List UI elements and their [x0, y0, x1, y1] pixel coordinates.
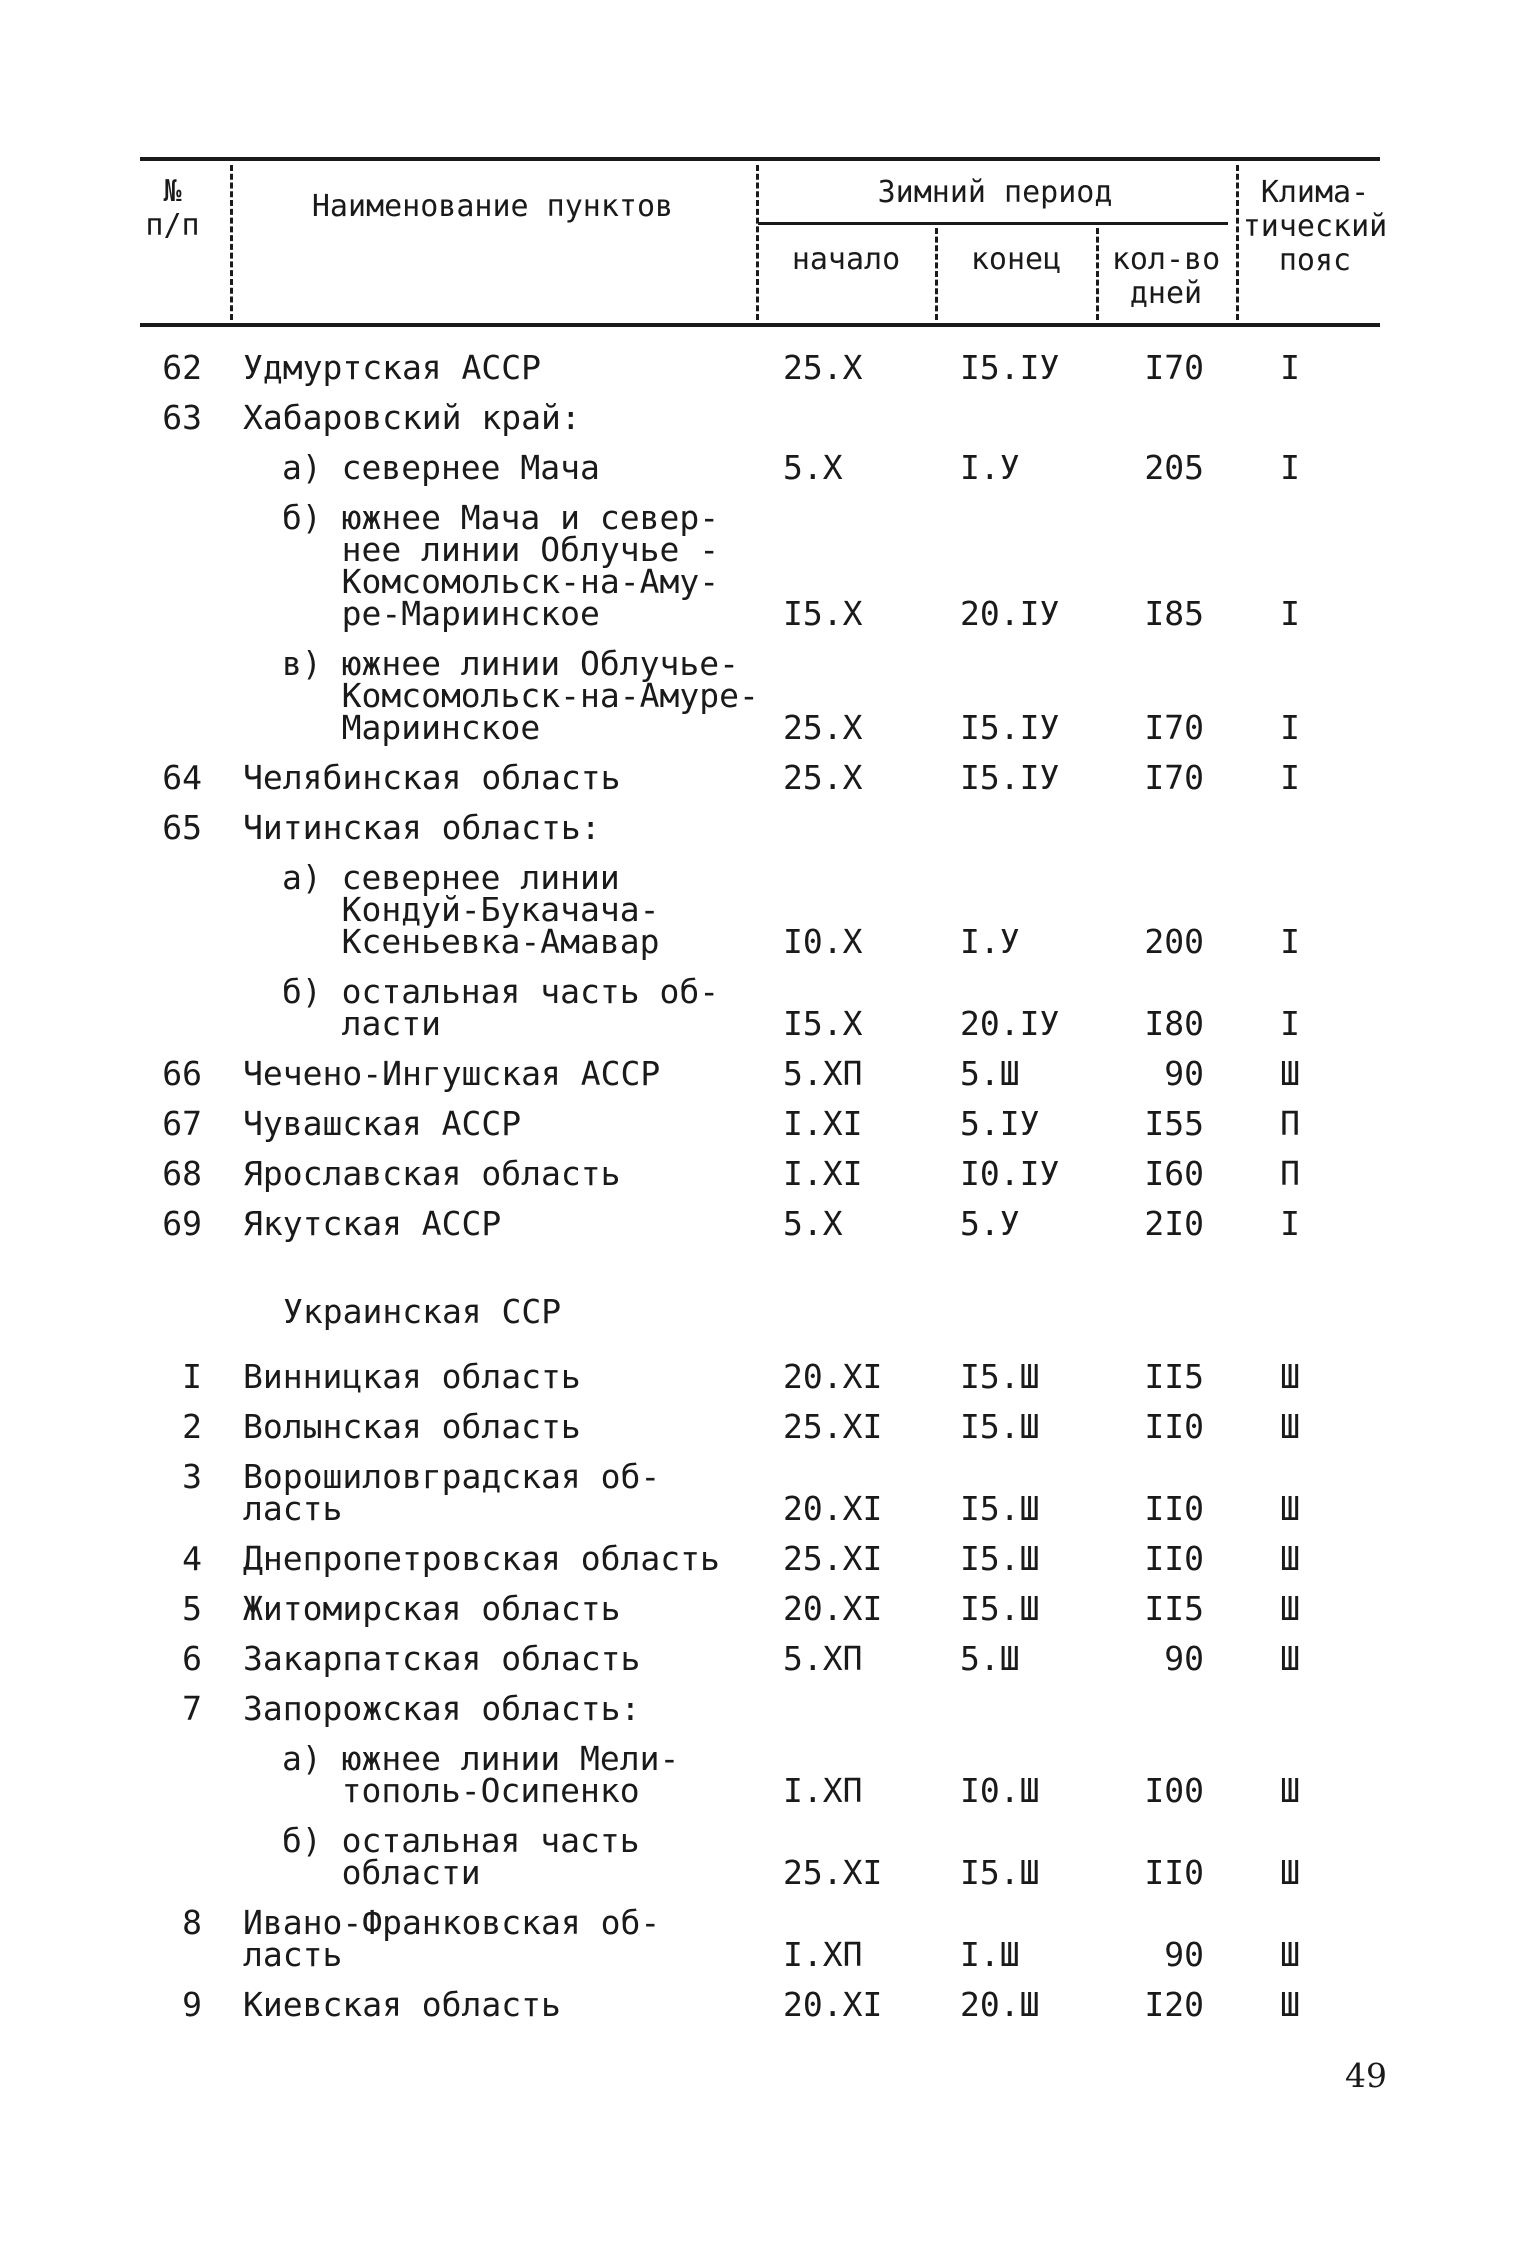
row-days: I85	[1144, 594, 1204, 633]
row-end: 20.IУ	[960, 594, 1060, 633]
row-days: II0	[1144, 1853, 1204, 1892]
row-end: I0.IУ	[960, 1154, 1060, 1193]
row-start: I.XI	[783, 1154, 863, 1193]
row-name: Чечено-Ингушская АССР	[243, 1054, 661, 1093]
row-days: I00	[1144, 1771, 1204, 1810]
row-start: 5.XП	[783, 1054, 863, 1093]
row-start: 20.XI	[783, 1489, 883, 1528]
row-number: 9	[182, 1985, 202, 2024]
row-start: I.XП	[783, 1771, 863, 1810]
header-separator	[935, 228, 938, 320]
row-start: 25.X	[783, 348, 863, 387]
row-name: в) южнее линии Облучье- Комсомольск-на-Амуре- Мариинское	[282, 644, 759, 747]
row-name: Якутская АССР	[243, 1204, 502, 1243]
header-end: конец	[970, 242, 1062, 277]
row-name: Удмуртская АССР	[243, 348, 542, 387]
row-end: I5.Ш	[960, 1489, 1040, 1528]
row-start: I.XП	[783, 1935, 863, 1974]
row-name: б) остальная часть области	[282, 1821, 640, 1892]
row-start: 20.XI	[783, 1985, 883, 2024]
row-name: Ивано-Франковская об- ласть	[243, 1903, 661, 1974]
row-end: I5.Ш	[960, 1853, 1040, 1892]
row-start: I5.X	[783, 1004, 863, 1043]
row-days: II5	[1144, 1589, 1204, 1628]
row-zone: Ш	[1280, 1489, 1300, 1528]
row-days: 90	[1164, 1054, 1204, 1093]
row-zone: I	[1280, 758, 1300, 797]
row-end: I5.IУ	[960, 708, 1060, 747]
header-days: кол-во дней	[1111, 242, 1221, 311]
header-bottom-rule	[140, 323, 1380, 327]
header-separator	[230, 165, 233, 320]
row-number: 65	[162, 808, 202, 847]
row-end: I5.Ш	[960, 1539, 1040, 1578]
row-zone: I	[1280, 922, 1300, 961]
table-top-rule	[140, 157, 1380, 161]
row-zone: П	[1280, 1154, 1300, 1193]
row-zone: I	[1280, 1204, 1300, 1243]
row-zone: Ш	[1280, 1771, 1300, 1810]
row-name: Закарпатская область	[243, 1639, 641, 1678]
row-end: I5.IУ	[960, 348, 1060, 387]
row-zone: I	[1280, 448, 1300, 487]
row-number: 68	[162, 1154, 202, 1193]
row-name: Чувашская АССР	[243, 1104, 522, 1143]
row-number: 62	[162, 348, 202, 387]
row-name: б) южнее Мача и север- нее линии Облучье - Комсомольск-на-Аму- ре-Мариинское	[282, 498, 720, 633]
row-zone: Ш	[1280, 1853, 1300, 1892]
header-climate-zone: Клима- тический пояс	[1242, 175, 1388, 278]
row-end: I.У	[960, 448, 1020, 487]
row-end: 20.Ш	[960, 1985, 1040, 2024]
row-days: I20	[1144, 1985, 1204, 2024]
row-name: Хабаровский край:	[243, 398, 581, 437]
row-number: 3	[182, 1457, 202, 1496]
row-days: I60	[1144, 1154, 1204, 1193]
row-start: 20.XI	[783, 1589, 883, 1628]
row-days: II0	[1144, 1539, 1204, 1578]
row-zone: I	[1280, 594, 1300, 633]
row-name: б) остальная часть об- ласти	[282, 972, 720, 1043]
row-zone: Ш	[1280, 1054, 1300, 1093]
row-name: Ворошиловградская об- ласть	[243, 1457, 661, 1528]
row-zone: П	[1280, 1104, 1300, 1143]
header-separator	[756, 165, 759, 320]
row-days: 205	[1144, 448, 1204, 487]
row-start: 25.XI	[783, 1539, 883, 1578]
row-start: 5.X	[783, 448, 843, 487]
row-start: 5.XП	[783, 1639, 863, 1678]
row-number: 8	[182, 1903, 202, 1942]
header-subrule	[758, 222, 1228, 225]
header-separator	[1096, 228, 1099, 320]
row-end: 20.IУ	[960, 1004, 1060, 1043]
row-end: 5.IУ	[960, 1104, 1040, 1143]
row-days: 2I0	[1144, 1204, 1204, 1243]
row-name: Винницкая область	[243, 1357, 581, 1396]
row-end: I.У	[960, 922, 1020, 961]
row-end: 5.У	[960, 1204, 1020, 1243]
row-zone: Ш	[1280, 1539, 1300, 1578]
row-name: Ярославская область	[243, 1154, 621, 1193]
row-days: I70	[1144, 708, 1204, 747]
row-name: Запорожская область:	[243, 1689, 641, 1728]
row-days: 90	[1164, 1935, 1204, 1974]
row-days: I70	[1144, 758, 1204, 797]
row-number: 5	[182, 1589, 202, 1628]
row-start: 25.X	[783, 758, 863, 797]
row-zone: Ш	[1280, 1935, 1300, 1974]
row-days: I80	[1144, 1004, 1204, 1043]
row-name: а) южнее линии Мели- тополь-Осипенко	[282, 1739, 680, 1810]
row-end: 5.Ш	[960, 1639, 1020, 1678]
row-days: I70	[1144, 348, 1204, 387]
row-number: 6	[182, 1639, 202, 1678]
row-start: 5.X	[783, 1204, 843, 1243]
row-zone: Ш	[1280, 1985, 1300, 2024]
row-name: Житомирская область	[243, 1589, 621, 1628]
row-name: Киевская область	[243, 1985, 561, 2024]
row-days: I55	[1144, 1104, 1204, 1143]
row-number: 64	[162, 758, 202, 797]
row-zone: I	[1280, 1004, 1300, 1043]
section-title: Украинская ССР	[283, 1292, 562, 1331]
row-number: 69	[162, 1204, 202, 1243]
row-days: II0	[1144, 1407, 1204, 1446]
row-zone: Ш	[1280, 1407, 1300, 1446]
row-name: а) севернее линии Кондуй-Букачача- Ксеньевка-Амавар	[282, 858, 660, 961]
row-zone: Ш	[1280, 1589, 1300, 1628]
header-name: Наименование пунктов	[311, 189, 674, 224]
row-number: 67	[162, 1104, 202, 1143]
row-number: 63	[162, 398, 202, 437]
row-name: а) севернее Мача	[282, 448, 600, 487]
row-days: II5	[1144, 1357, 1204, 1396]
row-number: 2	[182, 1407, 202, 1446]
row-number: 4	[182, 1539, 202, 1578]
row-start: I0.X	[783, 922, 863, 961]
header-number: № п/п	[145, 174, 200, 243]
row-zone: Ш	[1280, 1357, 1300, 1396]
row-end: 5.Ш	[960, 1054, 1020, 1093]
header-winter-period: Зимний период	[877, 175, 1113, 210]
row-start: 25.XI	[783, 1407, 883, 1446]
row-days: 200	[1144, 922, 1204, 961]
row-start: 25.XI	[783, 1853, 883, 1892]
row-end: I.Ш	[960, 1935, 1020, 1974]
row-name: Челябинская область	[243, 758, 621, 797]
row-end: I5.IУ	[960, 758, 1060, 797]
row-start: 20.XI	[783, 1357, 883, 1396]
row-end: I0.Ш	[960, 1771, 1040, 1810]
row-start: I.XI	[783, 1104, 863, 1143]
row-zone: Ш	[1280, 1639, 1300, 1678]
page-number: 49	[1345, 2056, 1387, 2095]
row-start: 25.X	[783, 708, 863, 747]
header-start: начало	[791, 242, 901, 277]
row-name: Читинская область:	[243, 808, 601, 847]
row-zone: I	[1280, 348, 1300, 387]
row-days: II0	[1144, 1489, 1204, 1528]
row-number: I	[182, 1357, 202, 1396]
row-end: I5.Ш	[960, 1357, 1040, 1396]
row-start: I5.X	[783, 594, 863, 633]
header-separator	[1236, 165, 1239, 320]
row-days: 90	[1164, 1639, 1204, 1678]
row-end: I5.Ш	[960, 1589, 1040, 1628]
row-end: I5.Ш	[960, 1407, 1040, 1446]
row-name: Волынская область	[243, 1407, 581, 1446]
row-name: Днепропетровская область	[243, 1539, 720, 1578]
row-zone: I	[1280, 708, 1300, 747]
row-number: 66	[162, 1054, 202, 1093]
row-number: 7	[182, 1689, 202, 1728]
